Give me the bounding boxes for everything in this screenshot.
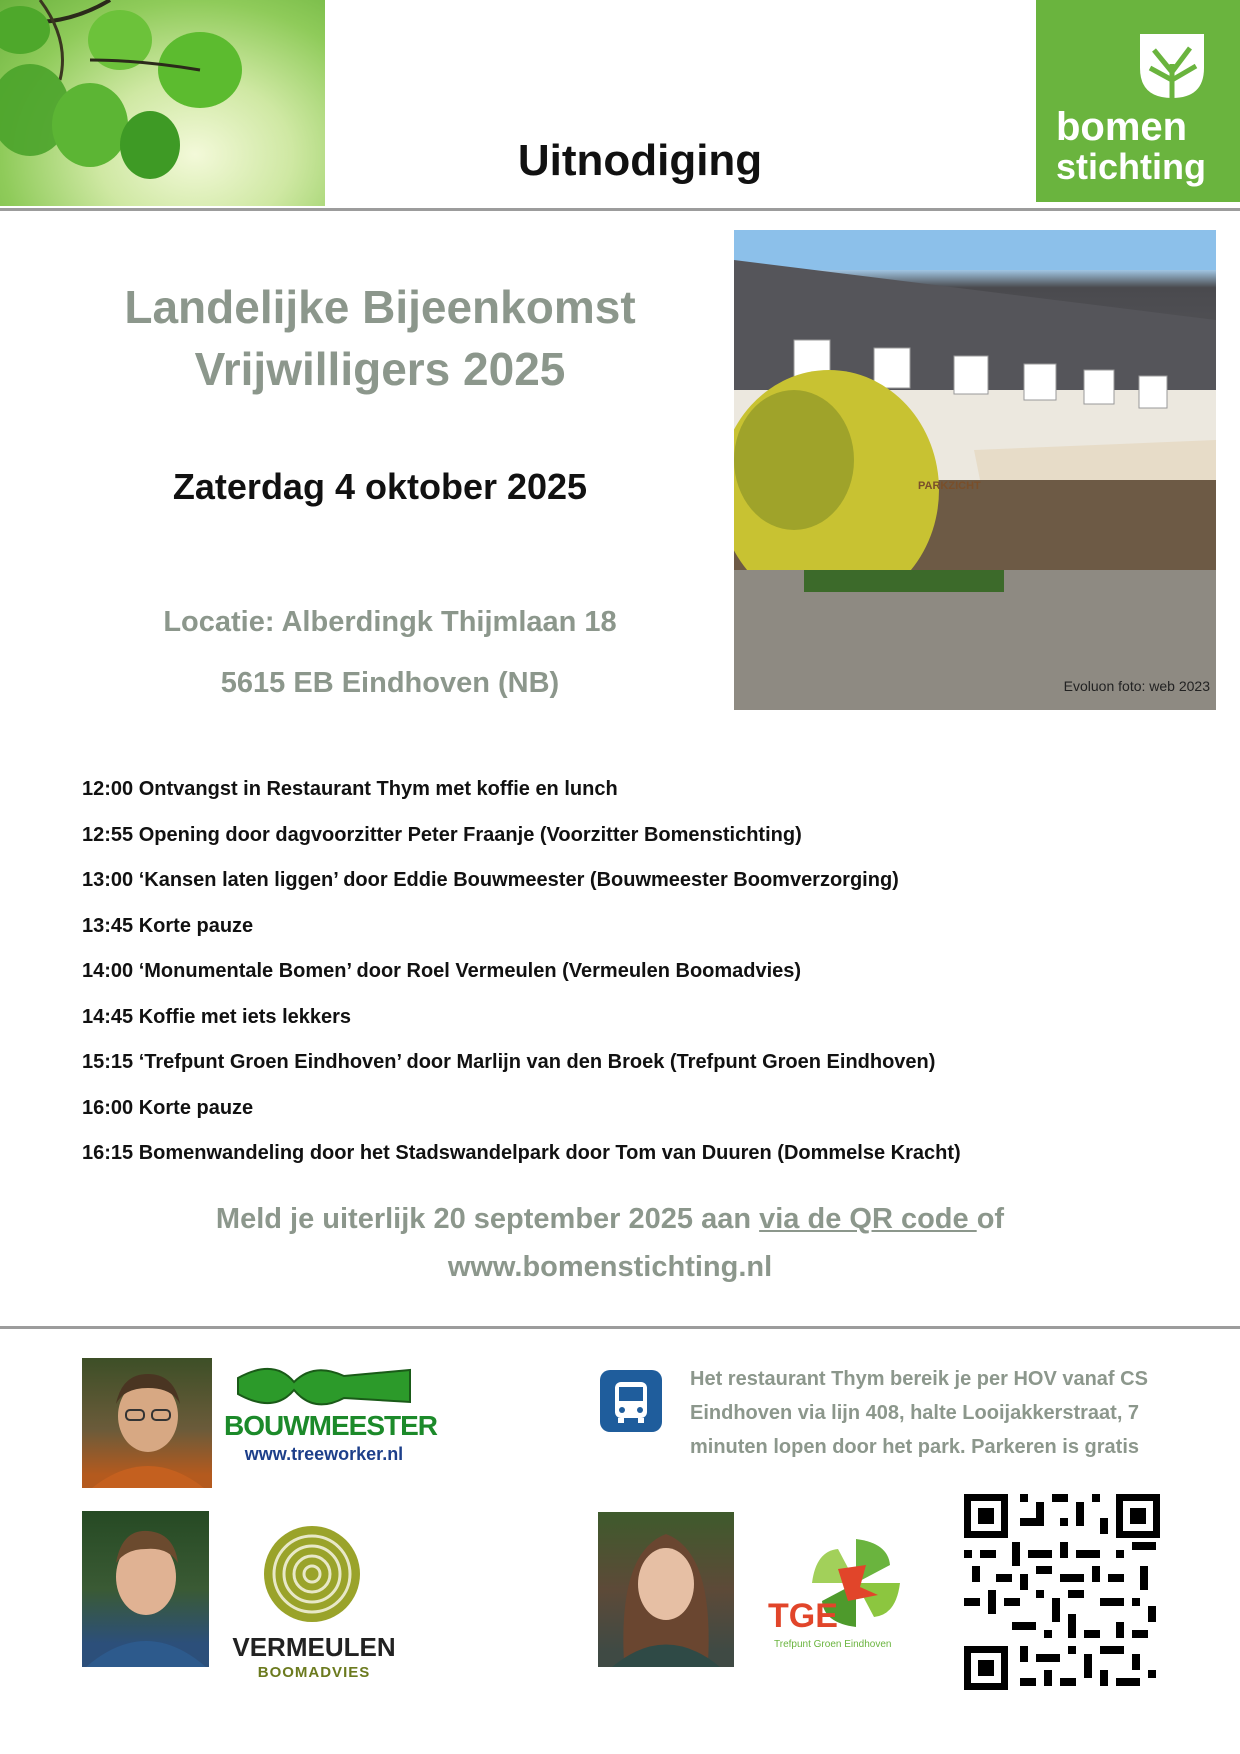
header-divider (0, 208, 1240, 211)
leaves-illustration (0, 0, 325, 206)
program-item: 16:00 Korte pauze (82, 1096, 254, 1119)
location-address: Locatie: Alberdingk Thijmlaan 18 (163, 606, 617, 638)
logo-word-stichting: stichting (1056, 146, 1206, 187)
vermeulen-name: VERMEULEN (232, 1632, 396, 1662)
speaker-photo-vermeulen (82, 1511, 209, 1667)
speaker-photo-bouwmeester (82, 1358, 212, 1488)
program-item: 14:45 Koffie met iets lekkers (82, 1005, 352, 1028)
venue-illustration (734, 230, 1216, 710)
bomenstichting-logo (1036, 0, 1240, 202)
registration-qr-code[interactable] (964, 1494, 1160, 1690)
event-title (100, 276, 660, 400)
program-list (82, 776, 1182, 1186)
program-item: 14:00 ‘Monumentale Bomen’ door Roel Vermeulen (Vermeulen Boomadvies) (82, 960, 802, 982)
parkzicht-sign: PARKZICHT (918, 480, 981, 492)
program-item: 12:55 Opening door dagvoorzitter Peter Fraanje (Voorzitter Bomenstichting) (82, 823, 802, 846)
footer-divider (0, 1326, 1240, 1329)
tree-rings-icon (260, 1522, 364, 1626)
website-link[interactable]: www.bomenstichting.nl (447, 1251, 773, 1283)
bouwmeester-logo (224, 1358, 437, 1470)
program-item: 16:15 Bomenwandeling door het Stadswandelpark door Tom van Duuren (Dommelse Kracht) (82, 1142, 961, 1164)
program-item: 13:00 ‘Kansen laten liggen’ door Eddie Bouwmeester (Bouwmeester Boomverzorging) (82, 869, 899, 891)
tge-name: TGE (768, 1597, 838, 1635)
qr-code-link[interactable]: via de QR code (759, 1203, 977, 1235)
event-date: Zaterdag 4 oktober 2025 (172, 466, 588, 507)
portrait-illustration (82, 1511, 209, 1667)
venue-photo (734, 230, 1216, 710)
bus-glyph (600, 1370, 662, 1432)
vermeulen-subtitle: BOOMADVIES (257, 1664, 371, 1681)
bouwmeester-url[interactable]: www.treeworker.nl (244, 1444, 404, 1464)
registration-or: of (976, 1203, 1005, 1235)
tree-icon (1134, 28, 1210, 104)
qr-code-icon (964, 1494, 1160, 1690)
bouwmeester-name: BOUWMEESTER (224, 1410, 437, 1441)
registration-text: Meld je uiterlijk 20 september 2025 aan (215, 1203, 760, 1235)
vermeulen-logo (224, 1522, 404, 1682)
location-city: 5615 EB Eindhoven (NB) (220, 667, 560, 699)
page-title: Uitnodiging (517, 136, 763, 185)
portrait-illustration (598, 1512, 734, 1667)
tge-subtitle: Trefpunt Groen Eindhoven (774, 1639, 892, 1650)
event-title-line2: Vrijwilligers 2025 (194, 343, 566, 395)
speaker-photo-van-den-broek (598, 1512, 734, 1667)
logo-word-bomen: bomen (1056, 105, 1188, 149)
header-leaves-image (0, 0, 325, 206)
program-item: 13:45 Korte pauze (82, 914, 254, 937)
registration-line (60, 1203, 1160, 1236)
photo-credit: Evoluon foto: web 2023 (1063, 678, 1210, 694)
tge-logo (768, 1535, 908, 1655)
ribbon-icon (234, 1358, 414, 1414)
bus-icon (600, 1370, 662, 1432)
event-title-line1: Landelijke Bijeenkomst (124, 281, 636, 333)
portrait-illustration (82, 1358, 212, 1488)
program-item: 12:00 Ontvangst in Restaurant Thym met koffie en lunch (82, 778, 618, 800)
program-item: 15:15 ‘Trefpunt Groen Eindhoven’ door Marlijn van den Broek (Trefpunt Groen Eindhoven) (82, 1051, 936, 1073)
transport-info: Het restaurant Thym bereik je per HOV vanaf CS Eindhoven via lijn 408, halte Looijakkerstraat, 7 minuten lopen door het park. Parkeren is gratis (690, 1368, 1148, 1458)
